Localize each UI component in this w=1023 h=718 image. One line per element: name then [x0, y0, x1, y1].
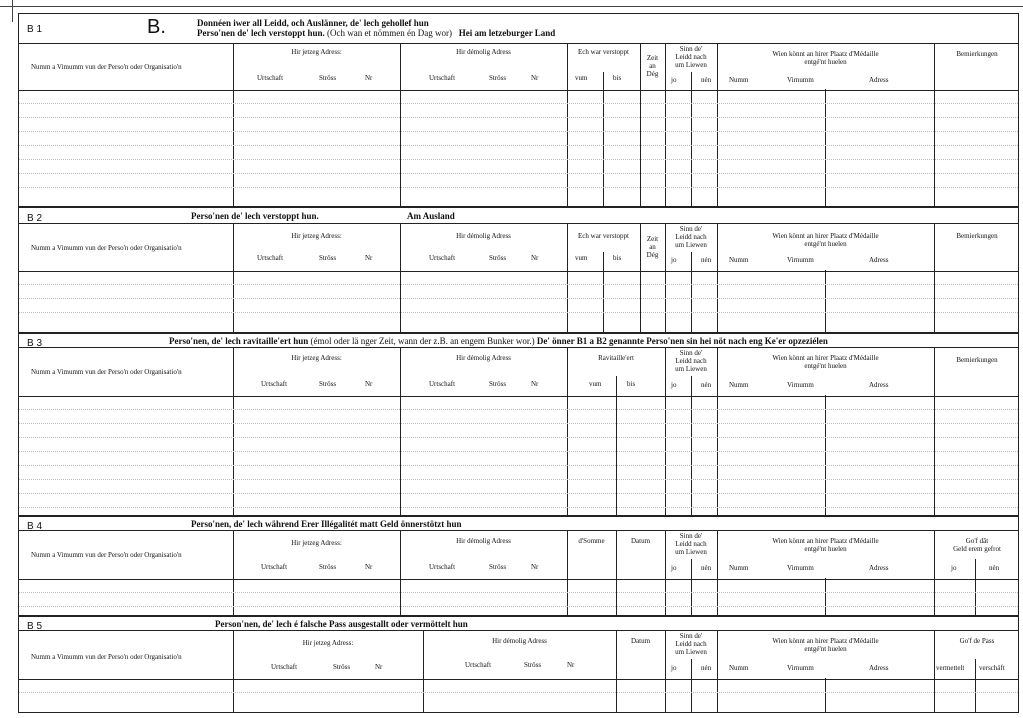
town-header: Urtschaft	[261, 563, 288, 571]
section-label: B 5	[27, 621, 43, 632]
name-col-header: Numm a Vimumm vun der Perso'n oder Organisatio'n	[31, 368, 182, 376]
time-header	[640, 235, 665, 259]
section-label: B 1	[27, 24, 43, 35]
no-header: nén	[701, 381, 712, 389]
street-header: Ströss	[524, 661, 542, 669]
adress-header: Adress	[869, 664, 889, 672]
street-header: Ströss	[319, 74, 337, 82]
time-line: Dég	[646, 251, 659, 260]
town-header: Urtschaft	[465, 661, 492, 669]
no-header: nén	[701, 256, 712, 264]
cur-addr-header: Hir jetzeg Adress:	[291, 539, 342, 547]
cur-addr-header: Hir jetzeg Adress:	[291, 232, 342, 240]
alive-line: Leidd nach	[675, 357, 707, 366]
from-header: vum	[575, 254, 588, 262]
section-b4	[18, 516, 1019, 616]
from-header: vum	[575, 74, 588, 82]
yes-header: jo	[671, 76, 677, 84]
no-header: nén	[701, 564, 712, 572]
section-b1	[18, 13, 1019, 207]
old-addr-header: Hir démolig Adress	[456, 537, 511, 545]
alive-header	[665, 349, 717, 373]
street-header: Ströss	[489, 74, 507, 82]
rav-header: Ravitaille'ert	[598, 354, 634, 362]
gave-header	[934, 537, 1020, 553]
yes-header: jo	[671, 256, 677, 264]
name-col-header: Numm a Vimumm vun der Perso'n oder Organisatio'n	[31, 551, 182, 559]
remarks-header: Bemierkungen	[956, 50, 998, 58]
town-header: Urtschaft	[429, 380, 456, 388]
nr-header: Nr	[365, 380, 373, 388]
section-title-place: Am Ausland	[407, 211, 455, 221]
issued-header: verschäft	[979, 664, 1005, 672]
title-instruction: De' önner B1 a B2 genannte Perso'nen sin hei nöt nach eng Ke'er opzeziélen	[536, 336, 828, 346]
medal-line: Wien könnt an hirer Plaatz d'Médaille	[772, 537, 879, 545]
subtitle-part: Perso'nen de' lech verstoppt hun.	[197, 28, 325, 38]
medal-line: Wien könnt an hirer Plaatz d'Médaille	[772, 354, 879, 362]
street-header: Ströss	[489, 254, 507, 262]
town-header: Urtschaft	[257, 254, 284, 262]
yes-header: jo	[671, 564, 677, 572]
date-header: Datum	[630, 537, 651, 545]
yes-header: jo	[671, 381, 677, 389]
virnumm-header: Virnumm	[787, 664, 814, 672]
nr-header: Nr	[531, 74, 539, 82]
pass-header: Go'f de Pass	[959, 637, 995, 645]
subtitle-note: (Och wan et nömmen én Dag wor)	[327, 28, 452, 38]
table-header	[19, 347, 1018, 397]
town-header: Urtschaft	[429, 254, 456, 262]
medal-header	[717, 354, 934, 370]
alive-header	[665, 45, 717, 69]
to-header: bis	[613, 254, 622, 262]
section-label: B 3	[27, 338, 43, 349]
street-header: Ströss	[319, 563, 337, 571]
alive-line: Leidd nach	[675, 53, 707, 62]
alive-line: um Liewen	[675, 648, 707, 657]
gave-line: Geld erem gefrot	[953, 545, 1001, 554]
gave-line: Go'f dât	[965, 537, 989, 545]
virnumm-header: Virnumm	[787, 76, 814, 84]
title-note: (émol oder lä nger Zeit, wann der z.B. an engem Bunker wor.)	[310, 336, 535, 346]
adress-header: Adress	[869, 76, 889, 84]
title-main: Perso'nen, de' lech ravitaille'ert hun	[169, 336, 309, 346]
town-header: Urtschaft	[271, 663, 298, 671]
numm-header: Numm	[729, 76, 749, 84]
section-b3	[18, 333, 1019, 516]
section-subtitle	[197, 28, 555, 38]
name-col-header: Numm a Vimumm vun der Perso'n oder Organisatio'n	[31, 244, 182, 252]
section-title: Donnéen iwer all Leidd, och Auslänner, de' lech gehollef hun	[197, 18, 429, 28]
no-header: nén	[701, 76, 712, 84]
table-header	[19, 223, 1018, 272]
no-header: nén	[701, 664, 712, 672]
table-header	[19, 530, 1018, 580]
alive-line: Sinn de'	[679, 532, 703, 540]
section-title: Perso'nen, de' lech während Erer Illégalitét matt Geld önnerstötzt hun	[191, 519, 462, 529]
name-col-header: Numm a Vimumm vun der Perso'n oder Organisatio'n	[31, 63, 182, 71]
town-header: Urtschaft	[257, 74, 284, 82]
top-rule	[0, 6, 1023, 7]
numm-header: Numm	[729, 381, 749, 389]
to-header: bis	[627, 380, 636, 388]
cur-addr-header: Hir jetzeg Adress:	[291, 48, 342, 56]
entry-rows[interactable]	[19, 395, 1018, 515]
street-header: Ströss	[333, 663, 351, 671]
time-line: Zeit	[646, 235, 659, 243]
old-addr-header: Hir démolig Adress	[456, 354, 511, 362]
adress-header: Adress	[869, 564, 889, 572]
numm-header: Numm	[729, 664, 749, 672]
sum-header: d'Somme	[578, 537, 605, 545]
alive-line: um Liewen	[675, 241, 707, 250]
section-label: B 4	[27, 521, 43, 532]
medal-header	[717, 50, 934, 66]
section-title: Perso'nen de' lech verstoppt hun.	[191, 211, 319, 221]
to-header: bis	[613, 74, 622, 82]
alive-line: Sinn de'	[679, 225, 703, 233]
medal-header	[717, 232, 934, 248]
yes-header: jo	[671, 664, 677, 672]
town-header: Urtschaft	[429, 74, 456, 82]
alive-line: Leidd nach	[675, 233, 707, 242]
alive-header	[665, 532, 717, 556]
nr-header: Nr	[365, 74, 373, 82]
street-header: Ströss	[319, 254, 337, 262]
alive-line: Leidd nach	[675, 540, 707, 549]
section-label: B 2	[27, 213, 43, 224]
alive-line: Leidd nach	[675, 640, 707, 649]
medal-line: entgé'nt huelen	[804, 362, 847, 371]
section-b2	[18, 207, 1019, 333]
nr-header: Nr	[365, 254, 373, 262]
hid-header: Ech war verstoppt	[578, 48, 629, 56]
section-title	[169, 336, 828, 346]
date-header: Datum	[630, 637, 651, 645]
alive-line: um Liewen	[675, 61, 707, 70]
entry-rows[interactable]	[19, 678, 1018, 712]
medal-header	[717, 537, 934, 553]
remarks-header: Bemierkungen	[956, 232, 998, 240]
town-header: Urtschaft	[429, 563, 456, 571]
alive-line: Sinn de'	[679, 45, 703, 53]
medal-line: Wien könnt an hirer Plaatz d'Médaille	[772, 50, 879, 58]
old-addr-header: Hir démolig Adress	[456, 232, 511, 240]
yes-header: jo	[951, 564, 957, 572]
time-line: Zeit	[646, 54, 659, 62]
old-addr-header: Hir démolig Adress	[492, 637, 547, 645]
alive-header	[665, 225, 717, 249]
old-addr-header: Hir démolig Adress	[456, 48, 511, 56]
alive-header	[665, 632, 717, 656]
street-header: Ströss	[489, 563, 507, 571]
medal-line: Wien könnt an hirer Plaatz d'Médaille	[772, 637, 879, 645]
section-b5	[18, 616, 1019, 713]
adress-header: Adress	[869, 381, 889, 389]
time-line: an	[649, 62, 656, 71]
adress-header: Adress	[869, 256, 889, 264]
virnumm-header: Virnumm	[787, 381, 814, 389]
entry-rows[interactable]	[19, 578, 1018, 615]
numm-header: Numm	[729, 564, 749, 572]
virnumm-header: Virnumm	[787, 256, 814, 264]
entry-rows[interactable]	[19, 270, 1018, 332]
subtitle-place: Hei am letzeburger Land	[458, 28, 556, 38]
medal-header	[717, 637, 934, 653]
medal-line: entgé'nt huelen	[804, 240, 847, 249]
street-header: Ströss	[319, 380, 337, 388]
nr-header: Nr	[375, 663, 383, 671]
alive-line: um Liewen	[675, 365, 707, 374]
nr-header: Nr	[567, 661, 575, 669]
medal-line: Wien könnt an hirer Plaatz d'Médaille	[772, 232, 879, 240]
street-header: Ströss	[489, 380, 507, 388]
medal-line: entgé'nt huelen	[804, 545, 847, 554]
remarks-header: Bemierkungen	[956, 356, 998, 364]
town-header: Urtschaft	[261, 380, 288, 388]
time-line: an	[649, 243, 656, 252]
form-letter: B.	[147, 16, 166, 38]
nr-header: Nr	[531, 563, 539, 571]
entry-rows[interactable]	[19, 89, 1018, 206]
medal-line: entgé'nt huelen	[804, 58, 847, 67]
nr-header: Nr	[365, 563, 373, 571]
cur-addr-header: Hir jetzeg Adress:	[302, 639, 354, 647]
alive-line: um Liewen	[675, 548, 707, 557]
no-header: nén	[989, 564, 1000, 572]
nr-header: Nr	[531, 380, 539, 388]
hid-header: Ech war verstoppt	[578, 232, 629, 240]
time-line: Dég	[646, 70, 659, 79]
alive-line: Sinn de'	[679, 632, 703, 640]
time-header	[640, 54, 665, 78]
cur-addr-header: Hir jetzeg Adress:	[291, 354, 342, 362]
table-header	[19, 630, 1018, 680]
from-header: vum	[589, 380, 602, 388]
name-col-header: Numm a Vimumm vun der Perso'n oder Organisatio'n	[31, 653, 182, 661]
mediated-header: vermettelt	[936, 664, 965, 672]
alive-line: Sinn de'	[679, 349, 703, 357]
table-header	[19, 43, 1018, 91]
virnumm-header: Virnumm	[787, 564, 814, 572]
numm-header: Numm	[729, 256, 749, 264]
section-title: Person'nen, de' lech é falsche Pass ausgestallt oder vermöttelt hun	[215, 619, 468, 629]
nr-header: Nr	[531, 254, 539, 262]
medal-line: entgé'nt huelen	[804, 645, 847, 654]
corner-mark	[12, 0, 13, 22]
